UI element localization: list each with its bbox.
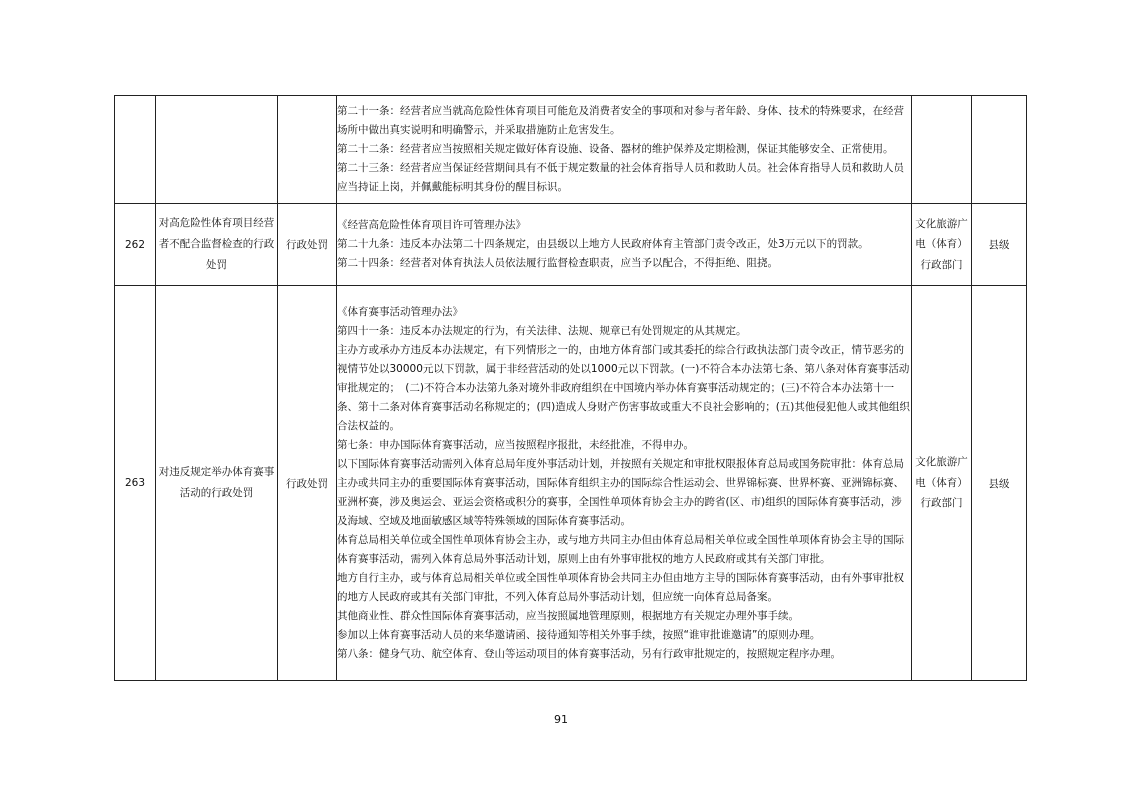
responsible-department: 文化旅游广电（体育）行政部门 (912, 204, 972, 286)
legal-basis-paragraph: 参加以上体育赛事活动人员的来华邀请函、接待通知等相关外事手续，按照“谁审批谁邀请”的原则办理。 (337, 628, 821, 641)
legal-basis (337, 204, 912, 286)
legal-basis-paragraph: 《经营高危险性体育项目许可管理办法》 (337, 219, 526, 231)
legal-basis-paragraph: 《体育赛事活动管理办法》 (337, 305, 463, 318)
legal-basis (337, 96, 912, 204)
regulation-table (114, 95, 1027, 681)
row-number: 262 (115, 204, 156, 286)
legal-basis-paragraph: 第二十四条：经营者对体育执法人员依法履行监督检查职责，应当予以配合，不得拒绝、阻挠。 (337, 257, 778, 269)
responsible-department: 文化旅游广电（体育）行政部门 (912, 286, 972, 681)
item-category: 行政处罚 (278, 286, 337, 681)
legal-basis-paragraph: 其他商业性、群众性国际体育赛事活动，应当按照属地管理原则，根据地方有关规定办理外事手续。 (337, 609, 799, 622)
table-row (115, 286, 1027, 681)
legal-basis-paragraph: 地方自行主办，或与体育总局相关单位或全国性单项体育协会共同主办但由地方主导的国际体育赛事活动，由有外事审批权的地方人民政府或其有关部门审批，不列入体育总局外事活动计划，但应统一向体育总局备案。 (337, 571, 904, 603)
legal-basis-paragraph: 第八条：健身气功、航空体育、登山等运动项目的体育赛事活动，另有行政审批规定的，按照规定程序办理。 (337, 647, 841, 660)
legal-basis-paragraph: 第二十一条：经营者应当就高危险性体育项目可能危及消费者安全的事项和对参与者年龄、身体、技术的特殊要求，在经营场所中做出真实说明和明确警示，并采取措施防止危害发生。 (337, 105, 904, 136)
jurisdiction-level: 县级 (972, 204, 1027, 286)
legal-basis-paragraph: 第二十三条：经营者应当保证经营期间具有不低于规定数量的社会体育指导人员和救助人员。社会体育指导人员和救助人员应当持证上岗，并佩戴能标明其身份的醒目标识。 (337, 162, 904, 193)
item-category: 行政处罚 (278, 204, 337, 286)
table-row (115, 96, 1027, 204)
legal-basis-paragraph: 第七条：申办国际体育赛事活动，应当按照程序报批，未经批准，不得申办。 (337, 438, 694, 451)
item-name: 对高危险性体育项目经营者不配合监督检查的行政处罚 (156, 204, 278, 286)
legal-basis-paragraph: 第二十二条：经营者应当按照相关规定做好体育设施、设备、器材的维护保养及定期检测，保证其能够安全、正常使用。 (337, 143, 894, 155)
item-category (278, 96, 337, 204)
row-number (115, 96, 156, 204)
legal-basis-paragraph: 主办方或承办方违反本办法规定，有下列情形之一的，由地方体育部门或其委托的综合行政执法部门责令改正，情节恶劣的视情节处以30000元以下罚款，属于非经营活动的处以1000元以下罚款。(一)不符合本办法第七条、第八条对体育赛事活动审批规定的； (二)不符合本办法第九条对境外非政府组织在中国境内举办体育赛事活动规定的；(三)不符合本办法第十一条、第十二条对体育赛事活动名称规定的；(四)造成人身财产伤害事故或重大不良社会影响的；(五)其他侵犯他人或其他组织合法权益的。 (337, 343, 910, 432)
legal-basis-paragraph: 以下国际体育赛事活动需列入体育总局年度外事活动计划，并按照有关规定和审批权限报体育总局或国务院审批：体育总局主办或共同主办的重要国际体育赛事活动，国际体育组织主办的国际综合性运动会、世界锦标赛、世界杯赛、亚洲锦标赛、亚洲杯赛，涉及奥运会、亚运会资格或积分的赛事，全国性单项体育协会主办的跨省(区、市)组织的国际体育赛事活动，涉及海域、空域及地面敏感区域等特殊领域的国际体育赛事活动。 (337, 457, 904, 527)
jurisdiction-level: 县级 (972, 286, 1027, 681)
item-name (156, 96, 278, 204)
row-number: 263 (115, 286, 156, 681)
responsible-department (912, 96, 972, 204)
table-row (115, 204, 1027, 286)
page-number: 91 (554, 713, 568, 726)
legal-basis (337, 286, 912, 681)
legal-basis-paragraph: 第二十九条：违反本办法第二十四条规定，由县级以上地方人民政府体育主管部门责令改正，处3万元以下的罚款。 (337, 238, 869, 250)
jurisdiction-level (972, 96, 1027, 204)
legal-basis-paragraph: 体育总局相关单位或全国性单项体育协会主办，或与地方共同主办但由体育总局相关单位或全国性单项体育协会主导的国际体育赛事活动，需列入体育总局外事活动计划，原则上由有外事审批权的地方人民政府或其有关部门审批。 (337, 533, 904, 565)
item-name: 对违反规定举办体育赛事活动的行政处罚 (156, 286, 278, 681)
legal-basis-paragraph: 第四十一条：违反本办法规定的行为，有关法律、法规、规章已有处罚规定的从其规定。 (337, 324, 747, 337)
